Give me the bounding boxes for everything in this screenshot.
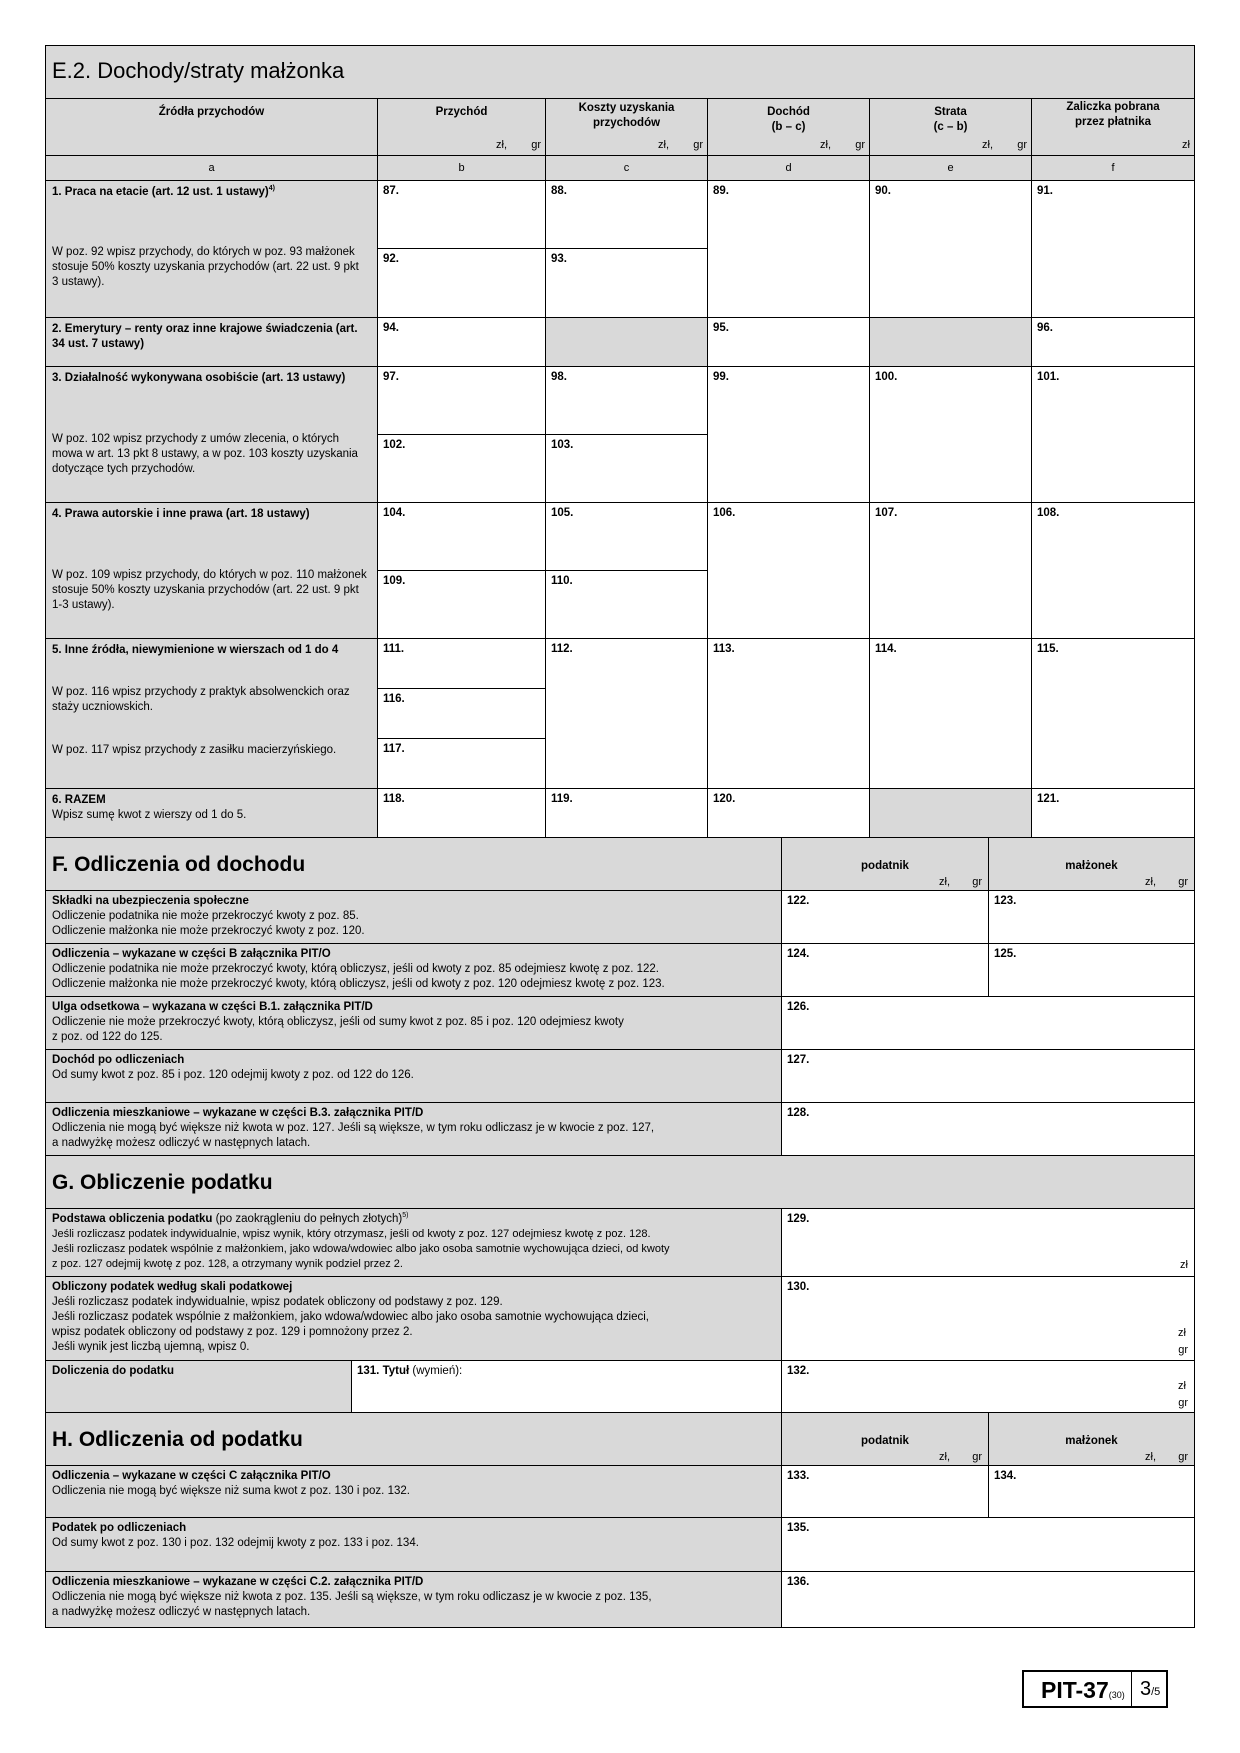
- field-128[interactable]: 128.: [781, 1102, 1195, 1156]
- field-disabled: [869, 788, 1032, 838]
- field-103[interactable]: 103.: [545, 434, 708, 503]
- field-90[interactable]: 90.: [869, 180, 1032, 318]
- unit-zl: zł,: [658, 139, 669, 151]
- section-g-title: G. Obliczenie podatku: [52, 1171, 273, 1194]
- unit-gr: gr: [1017, 139, 1027, 151]
- field-91[interactable]: 91.: [1031, 180, 1195, 318]
- field-122[interactable]: 122.: [781, 890, 989, 944]
- col-header-a: Źródła przychodów: [45, 98, 378, 156]
- col-header-d: Dochód (b – c) zł, gr: [707, 98, 870, 156]
- section-e2-header: [45, 45, 1195, 99]
- unit-zl: zł,: [496, 139, 507, 151]
- field-96[interactable]: 96.: [1031, 317, 1195, 367]
- field-123[interactable]: 123.: [988, 890, 1195, 944]
- field-114[interactable]: 114.: [869, 638, 1032, 789]
- field-124[interactable]: 124.: [781, 943, 989, 997]
- col-header-f: Zaliczka pobrana przez płatnika zł: [1031, 98, 1195, 156]
- g-row-tax-additions: Doliczenia do podatku: [45, 1360, 352, 1413]
- field-disabled: [869, 317, 1032, 367]
- row-1-note: W poz. 92 wpisz przychody, do których w poz. 93 małżonek stosuje 50% koszty uzyskania przychodów (art. 22 ust. 9 pkt 3 ustawy).: [52, 246, 359, 288]
- row-4-label: [45, 502, 378, 639]
- section-f-title: F. Odliczenia od dochodu: [52, 853, 306, 876]
- field-107[interactable]: 107.: [869, 502, 1032, 639]
- field-118[interactable]: 118.: [377, 788, 546, 838]
- field-116[interactable]: 116.: [377, 688, 546, 739]
- field-109[interactable]: 109.: [377, 570, 546, 639]
- row-5-note-2: W poz. 117 wpisz przychody z zasiłku macierzyńskiego.: [52, 744, 337, 756]
- unit-zl: zł: [1182, 139, 1190, 151]
- row-1-title: 1. Praca na etacie (art. 12 ust. 1 ustawy): [52, 186, 269, 198]
- unit-gr: gr: [693, 139, 703, 151]
- field-131[interactable]: 131. Tytuł (wymień):: [351, 1360, 782, 1413]
- field-88[interactable]: 88.: [545, 180, 708, 249]
- f-row-income-after-deductions: Dochód po odliczeniach Od sumy kwot z poz. 85 i poz. 120 odejmij kwoty z poz. od 122 do 126.: [45, 1049, 782, 1103]
- row-6-title: 6. RAZEM: [52, 794, 106, 806]
- row-3-title: 3. Działalność wykonywana osobiście (art. 13 ustawy): [52, 372, 346, 384]
- col-letter-d: d: [707, 155, 870, 181]
- field-133[interactable]: 133.: [781, 1465, 989, 1518]
- unit-gr: gr: [855, 139, 865, 151]
- field-129[interactable]: 129. zł: [781, 1208, 1195, 1277]
- g-row-tax-base: Podstawa obliczenia podatku (po zaokrągleniu do pełnych złotych)$^{5)}$ Jeśli rozliczasz podatek indywidualnie, wpisz wynik, który otrzymasz, jeśli od kwoty z poz. 127 odejmiesz kwotę z poz. 128. Jeśli rozliczasz podatek wspólnie z małżonkiem, jako wdowa/wdowiec albo jako osoba samotnie wychowująca dzieci, od kwoty z poz. 127 odejmij kwotę z poz. 128, a otrzymany wynik podziel przez 2.: [45, 1208, 782, 1277]
- col-header-b: Przychód zł, gr: [377, 98, 546, 156]
- col-header-podatnik: podatnik zł, gr: [781, 1412, 989, 1466]
- field-93[interactable]: 93.: [545, 248, 708, 318]
- col-header-malzonek: małżonek zł, gr: [988, 1412, 1195, 1466]
- field-102[interactable]: 102.: [377, 434, 546, 503]
- unit-zl: zł,: [982, 139, 993, 151]
- g-row-calculated-tax: Obliczony podatek według skali podatkowej Jeśli rozliczasz podatek indywidualnie, wpisz podatek obliczony od podstawy z poz. 129. Jeśli rozliczasz podatek wspólnie z małżonkiem, jako wdowa/wdowiec albo jako osoba samotnie wychowująca dzieci, wpisz podatek obliczony od podstawy z poz. 129 i pomnożony przez 2. Jeśli wynik jest liczbą ujemną, wpisz 0.: [45, 1276, 782, 1361]
- row-1-label: 1. Praca na etacie (art. 12 ust. 1 ustawy)$^{4)}$ W poz. 92 wpisz przychody, do których w poz. 93 małżonek stosuje 50% koszty uzyskania przychodów (art. 22 ust. 9 pkt 3 ustawy).: [45, 180, 378, 318]
- row-5-label: [45, 638, 378, 789]
- col-letter-a: a: [45, 155, 378, 181]
- section-g-header: [45, 1155, 1195, 1209]
- col-letter-e: e: [869, 155, 1032, 181]
- col-letter-f: f: [1031, 155, 1195, 181]
- field-94[interactable]: 94.: [377, 317, 546, 367]
- field-113[interactable]: 113.: [707, 638, 870, 789]
- field-111[interactable]: 111.: [377, 638, 546, 689]
- field-134[interactable]: 134.: [988, 1465, 1195, 1518]
- section-h-title: H. Odliczenia od podatku: [52, 1428, 303, 1451]
- field-100[interactable]: 100.: [869, 366, 1032, 503]
- h-row-tax-after-deductions: Podatek po odliczeniach Od sumy kwot z poz. 130 i poz. 132 odejmij kwoty z poz. 133 i poz. 134.: [45, 1517, 782, 1572]
- row-5-title: 5. Inne źródła, niewymienione w wierszach od 1 do 4: [52, 644, 339, 656]
- field-98[interactable]: 98.: [545, 366, 708, 435]
- col-header-e: Strata (c – b) zł, gr: [869, 98, 1032, 156]
- col-letter-b: b: [377, 155, 546, 181]
- h-row-pito-deductions: Odliczenia – wykazane w części C załącznika PIT/O Odliczenia nie mogą być większe niż suma kwot z poz. 130 i poz. 132.: [45, 1465, 782, 1518]
- field-89[interactable]: 89.: [707, 180, 870, 318]
- field-101[interactable]: 101.: [1031, 366, 1195, 503]
- field-126[interactable]: 126.: [781, 996, 1195, 1050]
- col-header-malzonek: małżonek zł, gr: [988, 837, 1195, 891]
- field-136[interactable]: 136.: [781, 1571, 1195, 1628]
- page-number: 3/5: [1140, 1678, 1161, 1700]
- row-4-title: 4. Prawa autorskie i inne prawa (art. 18 ustawy): [52, 508, 310, 520]
- field-135[interactable]: 135.: [781, 1517, 1195, 1572]
- field-105[interactable]: 105.: [545, 502, 708, 571]
- field-disabled: [545, 317, 708, 367]
- field-97[interactable]: 97.: [377, 366, 546, 435]
- col-header-c: Koszty uzyskania przychodów zł, gr: [545, 98, 708, 156]
- field-117[interactable]: 117.: [377, 738, 546, 789]
- row-6-label: [45, 788, 378, 838]
- row-4-note: W poz. 109 wpisz przychody, do których w poz. 110 małżonek stosuje 50% koszty uzyskania przychodów (art. 22 ust. 9 pkt 1-3 ustawy).: [52, 569, 367, 611]
- col-header-podatnik: podatnik zł, gr: [781, 837, 989, 891]
- field-108[interactable]: 108.: [1031, 502, 1195, 639]
- row-2-label: [45, 317, 378, 367]
- field-99[interactable]: 99.: [707, 366, 870, 503]
- form-name: PIT-37(30): [1041, 1677, 1125, 1703]
- f-row-interest-relief: Ulga odsetkowa – wykazana w części B.1. załącznika PIT/D Odliczenie nie może przekroczyć kwoty, którą obliczysz, jeśli od sumy kwot z poz. 85 i poz. 120 odejmiesz kwoty z poz. od 122 do 125.: [45, 996, 782, 1050]
- f-row-housing-deductions: Odliczenia mieszkaniowe – wykazane w części B.3. załącznika PIT/D Odliczenia nie mogą być większe niż kwota w poz. 127. Jeśli są większe, w tym roku odliczasz je w kwocie z poz. 127, a nadwyżkę możesz odliczyć w następnych latach.: [45, 1102, 782, 1156]
- row-5-note-1: W poz. 116 wpisz przychody z praktyk absolwenckich oraz staży uczniowskich.: [52, 686, 350, 713]
- field-112[interactable]: 112.: [545, 638, 708, 789]
- row-3-label: [45, 366, 378, 503]
- row-6-note: Wpisz sumę kwot z wierszy od 1 do 5.: [52, 809, 247, 821]
- field-125[interactable]: 125.: [988, 943, 1195, 997]
- field-106[interactable]: 106.: [707, 502, 870, 639]
- field-115[interactable]: 115.: [1031, 638, 1195, 789]
- field-92[interactable]: 92.: [377, 248, 546, 318]
- section-e2-title: E.2. Dochody/straty małżonka: [52, 58, 345, 83]
- field-132[interactable]: 132. zł gr: [781, 1360, 1195, 1413]
- unit-zl: zł,: [820, 139, 831, 151]
- field-119[interactable]: 119.: [545, 788, 708, 838]
- f-row-social-insurance: Składki na ubezpieczenia społeczne Odliczenie podatnika nie może przekroczyć kwoty z poz. 85. Odliczenie małżonka nie może przekroczyć kwoty z poz. 120.: [45, 890, 782, 944]
- field-120[interactable]: 120.: [707, 788, 870, 838]
- field-87[interactable]: 87.: [377, 180, 546, 249]
- f-row-pito-deductions: Odliczenia – wykazane w części B załącznika PIT/O Odliczenie podatnika nie może przekroczyć kwoty, którą obliczysz, jeśli od kwoty z poz. 85 odejmiesz kwotę z poz. 122. Odliczenie małżonka nie może przekroczyć kwoty, którą obliczysz, jeśli od kwoty z poz. 120 odejmiesz kwotę z poz. 123.: [45, 943, 782, 997]
- row-2-title: 2. Emerytury – renty oraz inne krajowe świadczenia (art. 34 ust. 7 ustawy): [52, 323, 358, 350]
- unit-gr: gr: [531, 139, 541, 151]
- col-letter-c: c: [545, 155, 708, 181]
- field-95[interactable]: 95.: [707, 317, 870, 367]
- field-121[interactable]: 121.: [1031, 788, 1195, 838]
- form-id-box: [1022, 1670, 1168, 1708]
- section-h-header: [45, 1412, 782, 1466]
- field-127[interactable]: 127.: [781, 1049, 1195, 1103]
- field-104[interactable]: 104.: [377, 502, 546, 571]
- h-row-housing-deductions: Odliczenia mieszkaniowe – wykazane w części C.2. załącznika PIT/D Odliczenia nie mogą być większe niż kwota z poz. 135. Jeśli są większe, w tym roku odliczasz je w kwocie z poz. 135, a nadwyżkę możesz odliczyć w następnych latach.: [45, 1571, 782, 1628]
- field-130[interactable]: 130. zł gr: [781, 1276, 1195, 1361]
- field-110[interactable]: 110.: [545, 570, 708, 639]
- section-f-header: [45, 837, 782, 891]
- row-3-note: W poz. 102 wpisz przychody z umów zlecenia, o których mowa w art. 13 pkt 8 ustawy, a w poz. 103 koszty uzyskania dotyczące tych przychodów.: [52, 433, 358, 475]
